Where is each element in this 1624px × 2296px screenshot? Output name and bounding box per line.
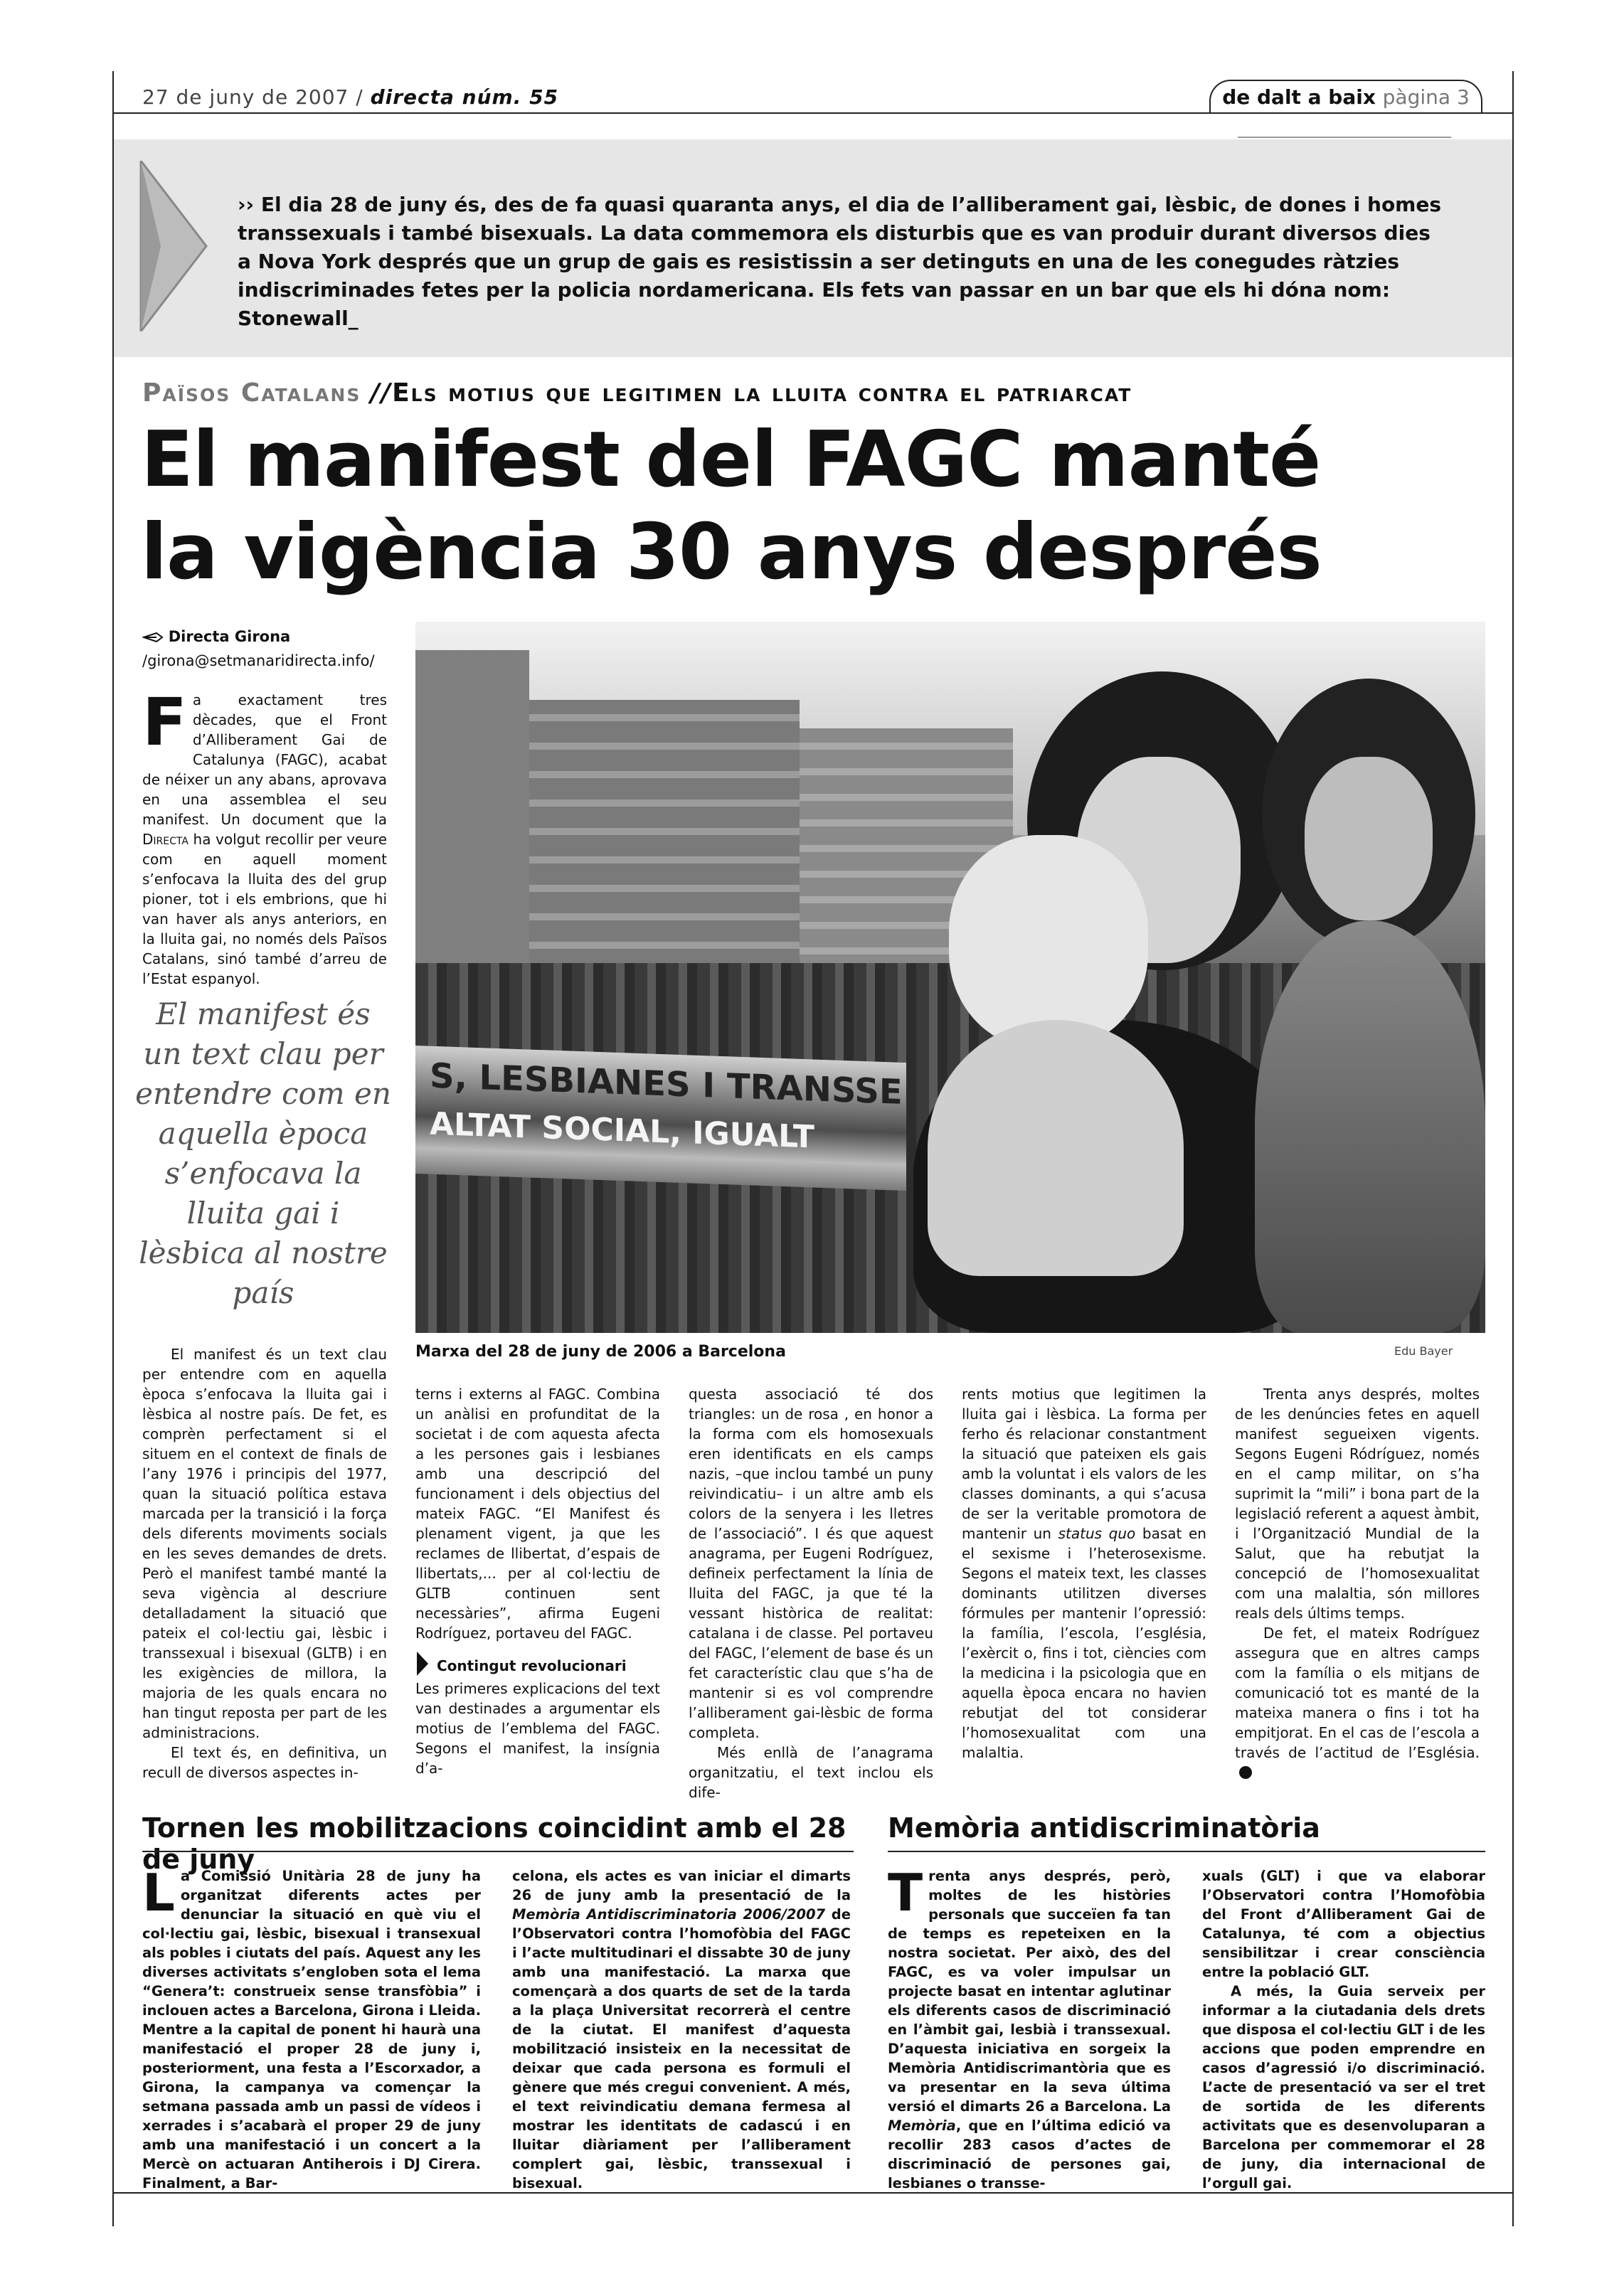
photo-friend-body — [1255, 920, 1485, 1333]
col4-em: status quo — [1058, 1525, 1136, 1542]
kicker-slash: // — [370, 378, 393, 408]
kicker-region: Països Catalans — [142, 378, 361, 408]
sidebar2-column-2 — [1202, 1866, 1485, 2193]
issue-date: 27 de juny de 2007 — [142, 85, 349, 109]
sidebar2-col2-paragraph-1: xuals (GLT) i que va elaborar l’Observatori contra l’Homofòbia del Front d’Alliberament Gai de Catalunya, té com a objectius sensibilitzar i crear consciència entre la població GLT. — [1202, 1868, 1485, 1980]
sidebar1-rule — [142, 1851, 854, 1852]
sidebar1-col2-text-b: de l’Observatori contra l’homofòbia del FAGC i l’acte multitudinari el dissabte 30 de juny amb una manifestació. La marxa que començarà a dos quarts de set de la tarda a la plaça Universitat recorrerà el centre de la ciutat. El manifest d’aquesta mobilització insisteix en la necessitat de deixar que cada persona es formuli el gènere que més cregui convenient. A més, el text reivindicatiu demana fermesa al mostrar les identitats de cadascú i en lluitar diàriament per l’alliberament complert gai, lèsbic, transsexual i bisexual. — [512, 1906, 851, 2191]
sidebar2-dropcap: T — [888, 1863, 923, 1923]
sidebar2-title: Memòria antidiscriminatòria — [888, 1812, 1320, 1844]
sidebar1-column-1 — [142, 1863, 481, 2193]
headline — [141, 414, 1350, 599]
sidebar1-column-2 — [512, 1866, 851, 2193]
photo-friend-face — [1305, 757, 1433, 920]
frame-right-line — [1512, 71, 1514, 2226]
sidebar2-col1-text-a: renta anys després, però, moltes de les històries personals que succeïen fa tan de temps es repeteixen en la nostra societat. Per això, des del FAGC, es va voler impulsar un projecte basat en intentar aglutinar els diferents casos de discriminació en l’àmbit gai, lesbià i transsexual. D’aquesta iniciativa en sorgeix la Memòria Antidiscrimantòria que es va presentar en la seva última versió el dimarts 26 a Barcelona. La — [888, 1868, 1171, 2115]
byline — [142, 625, 375, 673]
col5-text: De fet, el mateix Rodríguez assegura que en altres camps com la família o els mitjans de comunicació tot es manté de la mateixa manera o fins i tot ha empitjorat. En el cas de l’escola a través de l’actitud de l’Església. — [1235, 1625, 1480, 1761]
article-column-2 — [415, 1384, 660, 1778]
photo-child — [949, 835, 1148, 1048]
photo-building-left — [415, 650, 529, 1006]
byline-email: /girona@setmanaridirecta.info/ — [142, 652, 375, 669]
sidebar2-rule — [888, 1851, 1485, 1852]
photo-credit: Edu Bayer — [1394, 1344, 1453, 1358]
pen-icon — [142, 632, 164, 643]
page-header-left — [142, 85, 558, 109]
col2-paragraph-1: terns i externs al FAGC. Combina un anàlisi en profunditat de la societat i de com aquesta afecta a les persones gais i lesbianes amb una descripció del funcionament i dels objectius del mateix FAGC. “El Manifest és plenament vigent, ja que les reclames de llibertat, d’espais de llibertats,... per al col·lectiu de GLTB continuen sent necessàries”, afirma Eugeni Rodríguez, portaveu del FAGC. — [415, 1386, 660, 1642]
sidebar1-title: Tornen les mobilitzacions coincidint amb el 28 de juny — [142, 1812, 847, 1875]
col3-paragraph-1: questa associació té dos triangles: un de rosa , en honor a la forma com els homosexuals eren identificats en els camps nazis, –que inclou també un puny reivindicatiu– i un altre amb els colors de la senyera i les lletres de l’associació”. I és que aquest anagrama, per Eugeni Rodríguez, defineix perfectament la línia de lluita del FAGC, ja que té la vessant històrica de realitat: catalana i de classe. Pel portaveu del FAGC, l’element de base és un fet característic clau que s’ha de mantenir si es vol comprendre l’alliberament gai-lèsbic de forma completa. — [689, 1386, 933, 1741]
frame-left-line — [112, 71, 114, 2226]
intro-text-b: ha volgut recollir per veure com en aquell moment s’enfocava la lluita des del grup pioner, tot i els embrions, que hi van haver als anys anteriors, en la lluita gai, no només dels Països Catalans, sinó també d’arreu de l’Estat espanyol. — [142, 831, 387, 987]
sidebar2-column-1 — [888, 1863, 1171, 2193]
sidebar1-col2-em: Memòria Antidiscriminatoria 2006/2007 — [512, 1906, 826, 1923]
sidebar1-col2-text-a: celona, els actes es van iniciar el dimarts 26 de juny amb la presentació de la — [512, 1868, 851, 1903]
magazine-issue: directa núm. 55 — [370, 85, 559, 109]
kicker — [142, 378, 1132, 408]
article-column-3 — [689, 1384, 933, 1802]
sidebar2-col1-em: Memòria — [888, 2117, 956, 2134]
intro-directa: Directa — [142, 831, 189, 848]
banner-line-1: S, LESBIANES I TRANSSE — [430, 1056, 903, 1112]
sidebar1-col1-text: a Comissió Unitària 28 de juny ha organitzat diferents actes per denunciar la situació en què viu el col·lectiu gai, lèsbic, bisexual i transexual als pobles i ciutats del país. Aquest any les diverses activitats s’engloben sota el lema “Genera’t: construeix sense transfòbia” i inclouen actes a Barcelona, Girona i Lleida. Mentre a la capital de ponent hi haurà una manifestació el proper 28 de juny i, posteriorment, una festa a l’Escorxador, a Girona, la campanya va començar la setmana passada amb un passi de vídeos i xerrades i s’acabarà el proper 29 de juny amb una manifestació i un concert a la Mercè on actuaran Antiherois i DJ Cirera. Finalment, a Bar- — [142, 1868, 481, 2191]
col2-paragraph-2: Les primeres explicacions del text van destinades a argumentar els motius de l’emblema del FAGC. Segons el manifest, la insígnia d’a- — [415, 1680, 660, 1777]
photo-banner — [415, 1046, 906, 1191]
summary-arrow-icon — [135, 161, 213, 331]
section-tab — [1209, 80, 1482, 114]
triangle-icon — [415, 1652, 430, 1676]
col4-text-b: basat en el sexisme i l’heterosexisme. Segons el mateix text, les classes dominants utilitzen diverses fórmules per mantenir l’opressió: la família, l’escola, l’església, l’exèrcit o, fins i tot, ciències com la medicina i la psicologia que en aquella època encara no havien rebutjat del tot considerar l’homosexualitat com una malaltia. — [962, 1525, 1206, 1761]
header-rule — [1238, 137, 1451, 138]
header-separator: / — [356, 85, 363, 109]
pull-quote: El manifest és un text clau per entendre com en aquella època s’enfocava la lluita gai i lèsbica al nostre país — [135, 996, 391, 1310]
article-column-5 — [1235, 1384, 1480, 1782]
col1-paragraph-2: El text és, en definitiva, un recull de diversos aspectes in- — [142, 1744, 387, 1781]
banner-line-2: ALTAT SOCIAL, IGUALT — [430, 1105, 814, 1156]
page-number: pàgina 3 — [1382, 85, 1470, 109]
summary-text: ›› El dia 28 de juny és, des de fa quasi quaranta anys, el dia de l’alliberament gai, lèsbic, de dones i homes transsexuals i també bisexuals. La data commemora els disturbis que es van produir durant diversos dies a Nova York després que un grup de gais es resistissin a ser detinguts en una de les conegudes ràtzies indiscriminades fetes per la policia nordamericana. Els fets van passar en un bar que els hi dóna nom: Stonewall_ — [238, 193, 1442, 330]
sidebar2-col1-text-b: , que en l’última edició va recollir 283 casos d’actes de discriminació de persones gai, lesbianes o transse- — [888, 2117, 1171, 2191]
col3-paragraph-2: Més enllà de l’anagrama organitzatiu, el text inclou els dife- — [689, 1744, 933, 1801]
headline-line-2: la vigència 30 anys després — [141, 508, 1322, 597]
col4-paragraph — [962, 1384, 1206, 1763]
march-photo — [415, 622, 1485, 1333]
byline-name: Directa Girona — [168, 628, 291, 645]
photo-building-middle — [529, 700, 800, 999]
section-name: de dalt a baix — [1222, 85, 1376, 109]
col5-paragraph-2 — [1235, 1623, 1480, 1782]
sidebar2-col2-paragraph-2: A més, la Guia serveix per informar a la ciutadania dels drets que disposa el col·lectiu GLT i de les accions que poden emprendre en casos d’agressió i/o discriminació. L’acte de presentació va ser el tret de sortida de les diferents activitats que es desenvoluparan a Barcelona per commemorar el 28 de juny, dia internacional de l’orgull gai. — [1202, 1983, 1485, 2191]
photo-caption: Marxa del 28 de juny de 2006 a Barcelona — [415, 1343, 786, 1361]
photo-child-dress — [928, 1020, 1184, 1276]
col1-paragraph-1: El manifest és un text clau per entendre com en aquella època s’enfocava la lluita gai i lèsbica al nostre país. De fet, es comprèn perfectament si el situem en el context de finals de l’any 1976 i principis del 1977, quan la situació política estava marcada per la transició i la força dels diferents moviments socials en les seves demandes de drets. Però el manifest també manté la seva vigència al descriure detalladament la situació que pateix el col·lectiu gai, lèsbic i transsexual i bisexual (GLTB) i en les exigències de millora, la majoria de les quals encara no han tingut reposta per part de les administracions. — [142, 1346, 387, 1741]
sidebar1-dropcap: L — [142, 1863, 175, 1923]
intro-text-a: a exactament tres dècades, que el Front d’Alliberament Gai de Catalunya (FAGC), acabat de néixer un any abans, aprovava en una assemblea el seu manifest. Un document que la — [142, 691, 387, 828]
article-intro — [142, 684, 387, 989]
subhead — [415, 1656, 660, 1676]
col5-paragraph-1: Trenta anys després, moltes de les denúncies fetes en aquell manifest segueixen vigents. Segons Eugeni Ródríguez, només en el camp militar, on s’ha suprimit la “mili” i bona part de la legislació referent a aquest àmbit, i l’Organització Mundial de la Salut, que ha rebutjat la concepció de l’homosexualitat com una malaltia, són millores reals dels últims temps. — [1235, 1386, 1480, 1622]
end-mark-icon — [1239, 1766, 1252, 1779]
article-column-4 — [962, 1384, 1206, 1763]
subhead-text: Contingut revolucionari — [437, 1657, 627, 1674]
dropcap: F — [142, 684, 187, 760]
article-column-1 — [142, 1344, 387, 1782]
headline-line-1: El manifest del FAGC manté — [141, 415, 1321, 504]
kicker-topic: Els motius que legitimen la lluita contra el patriarcat — [392, 378, 1132, 408]
col4-text-a: rents motius que legitimen la lluita gai i lèsbica. La forma per ferho és relacionar constantment la situació que pateixen els gais amb la voluntat i els valors de les classes dominants, a qui s’acusa de ser la veritable promotora de mantenir un — [962, 1386, 1206, 1542]
